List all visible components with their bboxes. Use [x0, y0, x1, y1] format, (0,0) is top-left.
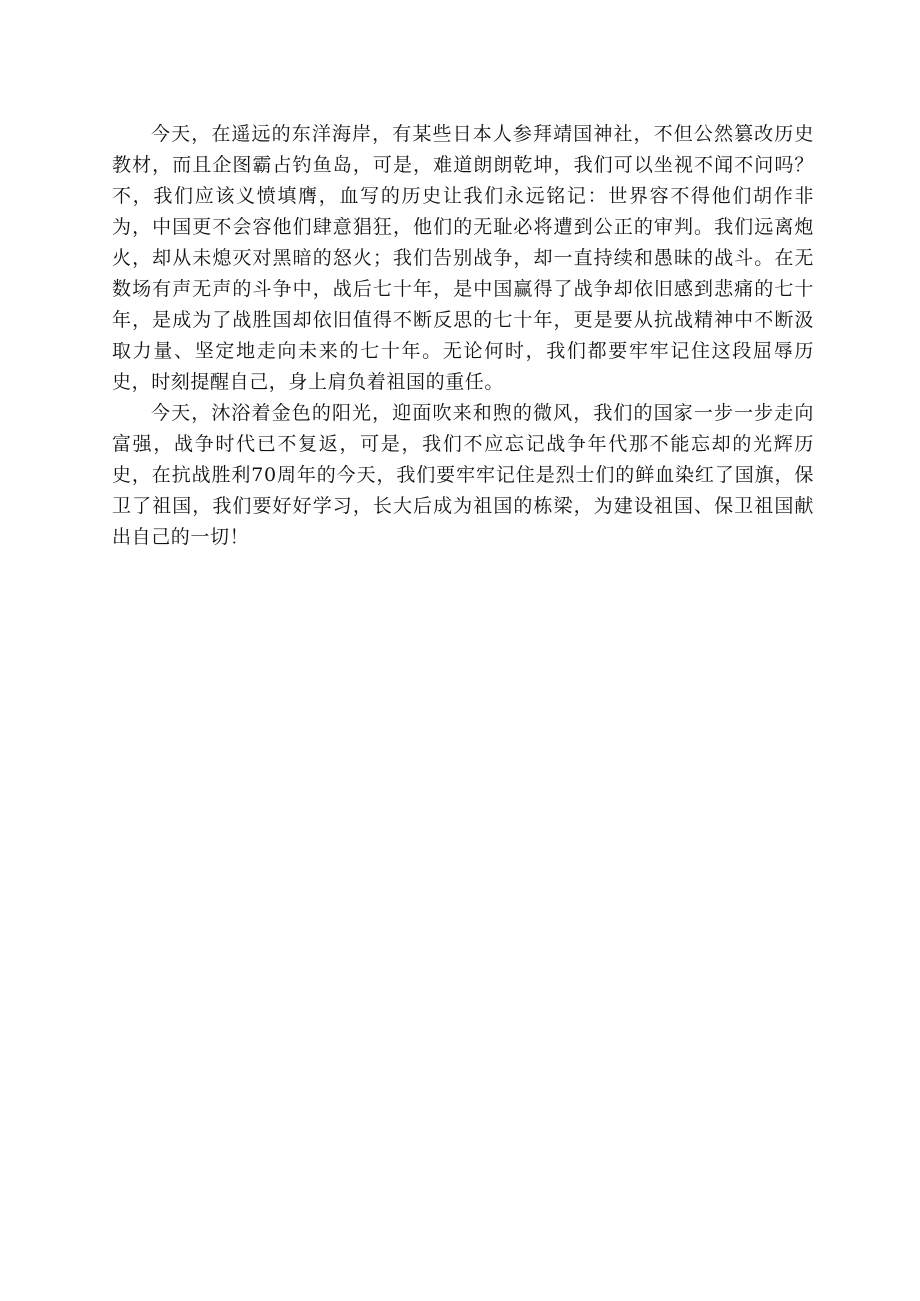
document-body [112, 119, 814, 553]
paragraph-2: 今天，沐浴着金色的阳光，迎面吹来和煦的微风，我们的国家一步一步走向富强，战争时代已不复返，可是，我们不应忘记战争年代那不能忘却的光辉历史，在抗战胜利70周年的今天，我们要牢牢记住是烈士们的鲜血染红了国旗，保卫了祖国，我们要好好学习，长大后成为祖国的栋梁，为建设祖国、保卫祖国献出自己的一切！ [112, 402, 814, 548]
paragraph-1: 今天，在遥远的东洋海岸，有某些日本人参拜靖国神社，不但公然篡改历史教材，而且企图霸占钓鱼岛，可是，难道朗朗乾坤，我们可以坐视不闻不问吗？不，我们应该义愤填膺，血写的历史让我们永远铭记：世界容不得他们胡作非为，中国更不会容他们肆意猖狂，他们的无耻必将遭到公正的审判。我们远离炮火，却从未熄灭对黑暗的怒火；我们告别战争，却一直持续和愚昧的战斗。在无数场有声无声的斗争中，战后七十年，是中国赢得了战争却依旧感到悲痛的七十年，是成为了战胜国却依旧值得不断反思的七十年，更是要从抗战精神中不断汲取力量、坚定地走向未来的七十年。无论何时，我们都要牢牢记住这段屈辱历史，时刻提醒自己，身上肩负着祖国的重任。 [112, 123, 814, 393]
